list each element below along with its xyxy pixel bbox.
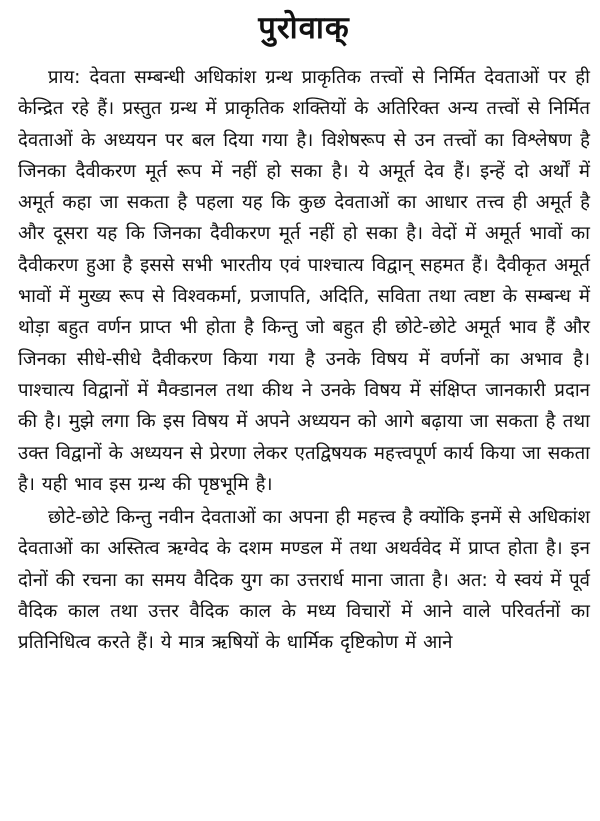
page-title: पुरोवाक् xyxy=(258,10,350,46)
paragraph-1: प्राय: देवता सम्बन्धी अधिकांश ग्रन्थ प्राकृतिक तत्त्वों से निर्मित देवताओं पर ही केन्द्रित रहे हैं। प्रस्तुत ग्रन्थ में प्राकृतिक शक्तियों के अतिरिक्त अन्य तत्त्वों से निर्मित देवताओं के अध्ययन पर बल दिया गया है। विशेषरूप से उन तत्त्वों का विश्लेषण है जिनका दैवीकरण मूर्त रूप में नहीं हो सका है। ये अमूर्त देव हैं। इन्हें दो अर्थों में अमूर्त कहा जा सकता है पहला यह कि कुछ देवताओं का आधार तत्त्व ही अमूर्त है और दूसरा यह कि जिनका दैवीकरण मूर्त नहीं हो सका है। वेदों में अमूर्त भावों का दैवीकरण हुआ है इससे सभी भारतीय एवं पाश्चात्य विद्वान् सहमत हैं। दैवीकृत अमूर्त भावों में मुख्य रूप से विश्वकर्मा, प्रजापति, अदिति, सविता तथा त्वष्टा के सम्बन्ध में थोड़ा बहुत वर्णन प्राप्त भी होता है किन्तु जो बहुत ही छोटे-छोटे अमूर्त भाव हैं और जिनका सीधे-सीधे दैवीकरण किया गया है उनके विषय में वर्णनों का अभाव है। पाश्चात्य विद्वानों में मैक्डानल तथा कीथ ने उनके विषय में संक्षिप्त जानकारी प्रदान की है। मुझे लगा कि इस विषय में अपने अध्ययन को आगे बढ़ाया जा सकता है तथा उक्त विद्वानों के अध्ययन से प्रेरणा लेकर एतद्विषयक महत्त्वपूर्ण कार्य किया जा सकता है। यही भाव इस ग्रन्थ की पृष्ठभूमि है। xyxy=(18,67,591,495)
paragraph-2: छोटे-छोटे किन्तु नवीन देवताओं का अपना ही महत्त्व है क्योंकि इनमें से अधिकांश देवताओं का अस्तित्व ऋग्वेद के दशम मण्डल में तथा अथर्ववेद में प्राप्त होता है। इन दोनों की रचना का समय वैदिक युग का उत्तरार्ध माना जाता है। अत: ये स्वयं में पूर्व वैदिक काल तथा उत्तर वैदिक काल के मध्य विचारों में आने वाले परिवर्तनों का प्रतिनिधित्व करते हैं। ये मात्र ऋषियों के धार्मिक दृष्टिकोण में आने xyxy=(18,507,590,654)
